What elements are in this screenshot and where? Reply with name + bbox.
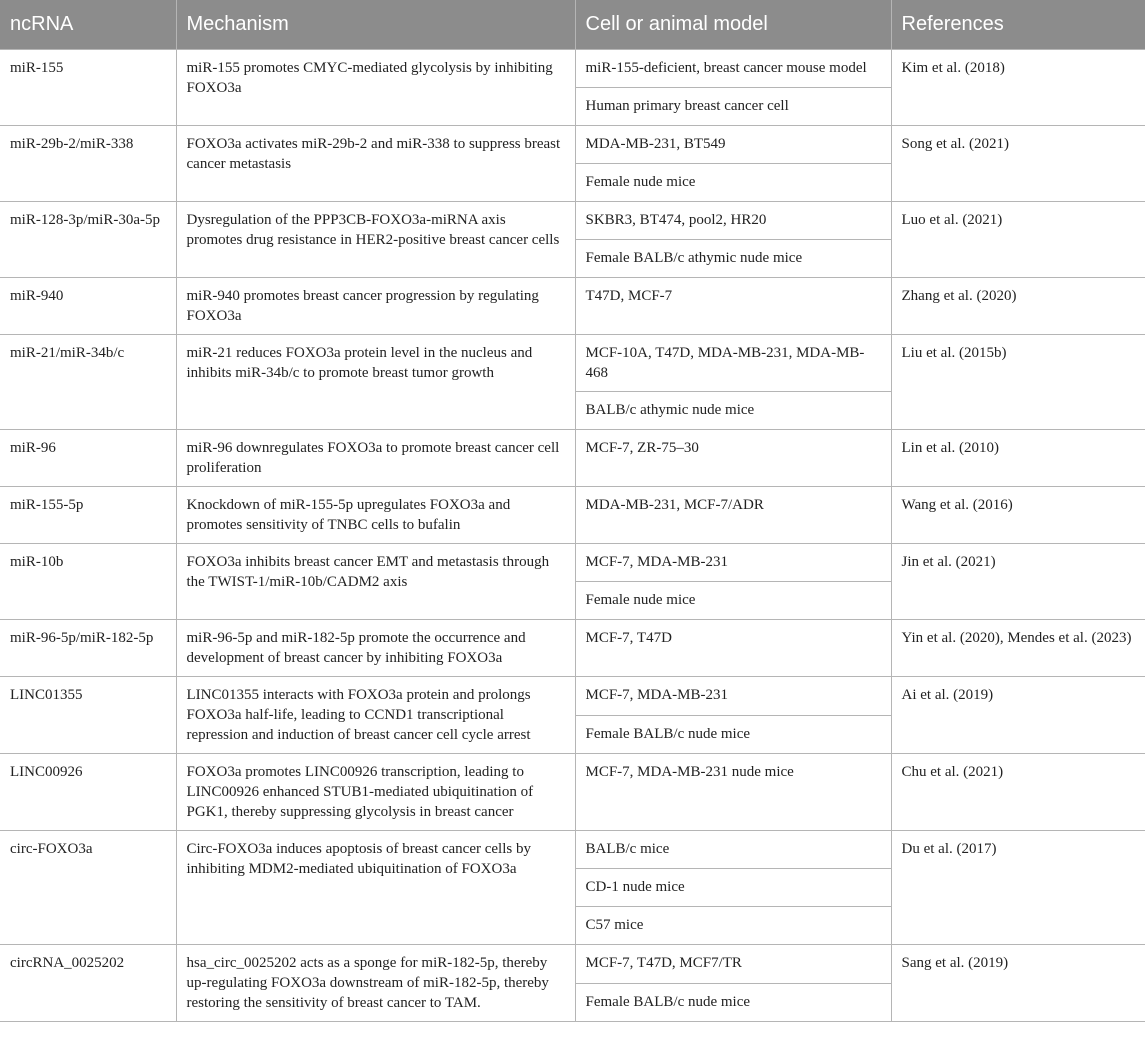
table-row <box>0 487 1145 544</box>
ncrna-cell: miR-96-5p/miR-182-5p <box>0 620 176 677</box>
reference-cell: Lin et al. (2010) <box>891 430 1145 487</box>
model-cell: T47D, MCF-7 <box>575 278 891 335</box>
model-cell: BALB/c athymic nude mice <box>575 392 891 430</box>
header-model: Cell or animal model <box>575 0 891 50</box>
model-cell: Female BALB/c nude mice <box>575 715 891 754</box>
reference-cell: Liu et al. (2015b) <box>891 335 1145 430</box>
table-row <box>0 754 1145 831</box>
model-cell: SKBR3, BT474, pool2, HR20 <box>575 202 891 240</box>
reference-cell: Du et al. (2017) <box>891 831 1145 945</box>
mechanism-cell: Knockdown of miR-155-5p upregulates FOXO3a and promotes sensitivity of TNBC cells to bufalin <box>176 487 575 544</box>
model-cell: Female BALB/c nude mice <box>575 983 891 1022</box>
reference-cell: Jin et al. (2021) <box>891 544 1145 620</box>
model-cell: MCF-7, MDA-MB-231 nude mice <box>575 754 891 831</box>
table-row <box>0 50 1145 88</box>
model-cell: MDA-MB-231, BT549 <box>575 126 891 164</box>
reference-cell: Wang et al. (2016) <box>891 487 1145 544</box>
model-cell: Female nude mice <box>575 582 891 620</box>
ncrna-cell: miR-21/miR-34b/c <box>0 335 176 430</box>
ncrna-cell: circRNA_0025202 <box>0 945 176 1022</box>
model-cell: MDA-MB-231, MCF-7/ADR <box>575 487 891 544</box>
model-cell: Female BALB/c athymic nude mice <box>575 240 891 278</box>
mechanism-cell: miR-96-5p and miR-182-5p promote the occurrence and development of breast cancer by inhibiting FOXO3a <box>176 620 575 677</box>
ncrna-cell: circ-FOXO3a <box>0 831 176 945</box>
mechanism-cell: LINC01355 interacts with FOXO3a protein and prolongs FOXO3a half-life, leading to CCND1 transcriptional repression and induction of breast cancer cell cycle arrest <box>176 677 575 754</box>
model-cell: MCF-7, MDA-MB-231 <box>575 544 891 582</box>
reference-cell: Luo et al. (2021) <box>891 202 1145 278</box>
mechanism-cell: miR-96 downregulates FOXO3a to promote breast cancer cell proliferation <box>176 430 575 487</box>
model-cell: miR-155-deficient, breast cancer mouse model <box>575 50 891 88</box>
ncrna-cell: miR-96 <box>0 430 176 487</box>
table-body <box>0 50 1145 1022</box>
model-cell: MCF-7, T47D, MCF7/TR <box>575 945 891 984</box>
table-row <box>0 544 1145 582</box>
mechanism-cell: Circ-FOXO3a induces apoptosis of breast cancer cells by inhibiting MDM2-mediated ubiquitination of FOXO3a <box>176 831 575 945</box>
ncrna-cell: miR-128-3p/miR-30a-5p <box>0 202 176 278</box>
model-cell: Human primary breast cancer cell <box>575 88 891 126</box>
model-cell: BALB/c mice <box>575 831 891 869</box>
reference-cell: Kim et al. (2018) <box>891 50 1145 126</box>
reference-cell: Song et al. (2021) <box>891 126 1145 202</box>
table-row <box>0 335 1145 392</box>
ncrna-cell: miR-155-5p <box>0 487 176 544</box>
model-cell: MCF-10A, T47D, MDA-MB-231, MDA-MB-468 <box>575 335 891 392</box>
mechanism-cell: Dysregulation of the PPP3CB-FOXO3a-miRNA axis promotes drug resistance in HER2-positive breast cancer cells <box>176 202 575 278</box>
header-row <box>0 0 1145 50</box>
mechanism-cell: FOXO3a promotes LINC00926 transcription, leading to LINC00926 enhanced STUB1-mediated ubiquitination of PGK1, thereby suppressing glycolysis in breast cancer <box>176 754 575 831</box>
model-cell: Female nude mice <box>575 164 891 202</box>
table-header <box>0 0 1145 50</box>
model-cell: MCF-7, T47D <box>575 620 891 677</box>
table-row <box>0 620 1145 677</box>
table-row <box>0 202 1145 240</box>
reference-cell: Sang et al. (2019) <box>891 945 1145 1022</box>
model-cell: CD-1 nude mice <box>575 869 891 907</box>
mechanism-cell: FOXO3a activates miR-29b-2 and miR-338 to suppress breast cancer metastasis <box>176 126 575 202</box>
table-row <box>0 430 1145 487</box>
table-row <box>0 126 1145 164</box>
reference-cell: Ai et al. (2019) <box>891 677 1145 754</box>
ncrna-cell: miR-29b-2/miR-338 <box>0 126 176 202</box>
mechanism-cell: miR-155 promotes CMYC-mediated glycolysis by inhibiting FOXO3a <box>176 50 575 126</box>
header-references: References <box>891 0 1145 50</box>
table-row <box>0 278 1145 335</box>
table-row <box>0 945 1145 984</box>
model-cell: MCF-7, ZR-75–30 <box>575 430 891 487</box>
mechanism-cell: miR-940 promotes breast cancer progression by regulating FOXO3a <box>176 278 575 335</box>
mechanism-cell: hsa_circ_0025202 acts as a sponge for miR-182-5p, thereby up-regulating FOXO3a downstream of miR-182-5p, thereby restoring the sensitivity of breast cancer to TAM. <box>176 945 575 1022</box>
table-row <box>0 677 1145 716</box>
reference-cell: Chu et al. (2021) <box>891 754 1145 831</box>
table-row <box>0 831 1145 869</box>
reference-cell: Yin et al. (2020), Mendes et al. (2023) <box>891 620 1145 677</box>
ncrna-cell: miR-940 <box>0 278 176 335</box>
model-cell: C57 mice <box>575 907 891 945</box>
ncrna-cell: LINC01355 <box>0 677 176 754</box>
mechanism-cell: FOXO3a inhibits breast cancer EMT and metastasis through the TWIST-1/miR-10b/CADM2 axis <box>176 544 575 620</box>
mechanism-cell: miR-21 reduces FOXO3a protein level in the nucleus and inhibits miR-34b/c to promote breast tumor growth <box>176 335 575 430</box>
reference-cell: Zhang et al. (2020) <box>891 278 1145 335</box>
ncrna-cell: miR-155 <box>0 50 176 126</box>
header-ncrna: ncRNA <box>0 0 176 50</box>
ncrna-cell: miR-10b <box>0 544 176 620</box>
model-cell: MCF-7, MDA-MB-231 <box>575 677 891 716</box>
header-mechanism: Mechanism <box>176 0 575 50</box>
ncrna-cell: LINC00926 <box>0 754 176 831</box>
